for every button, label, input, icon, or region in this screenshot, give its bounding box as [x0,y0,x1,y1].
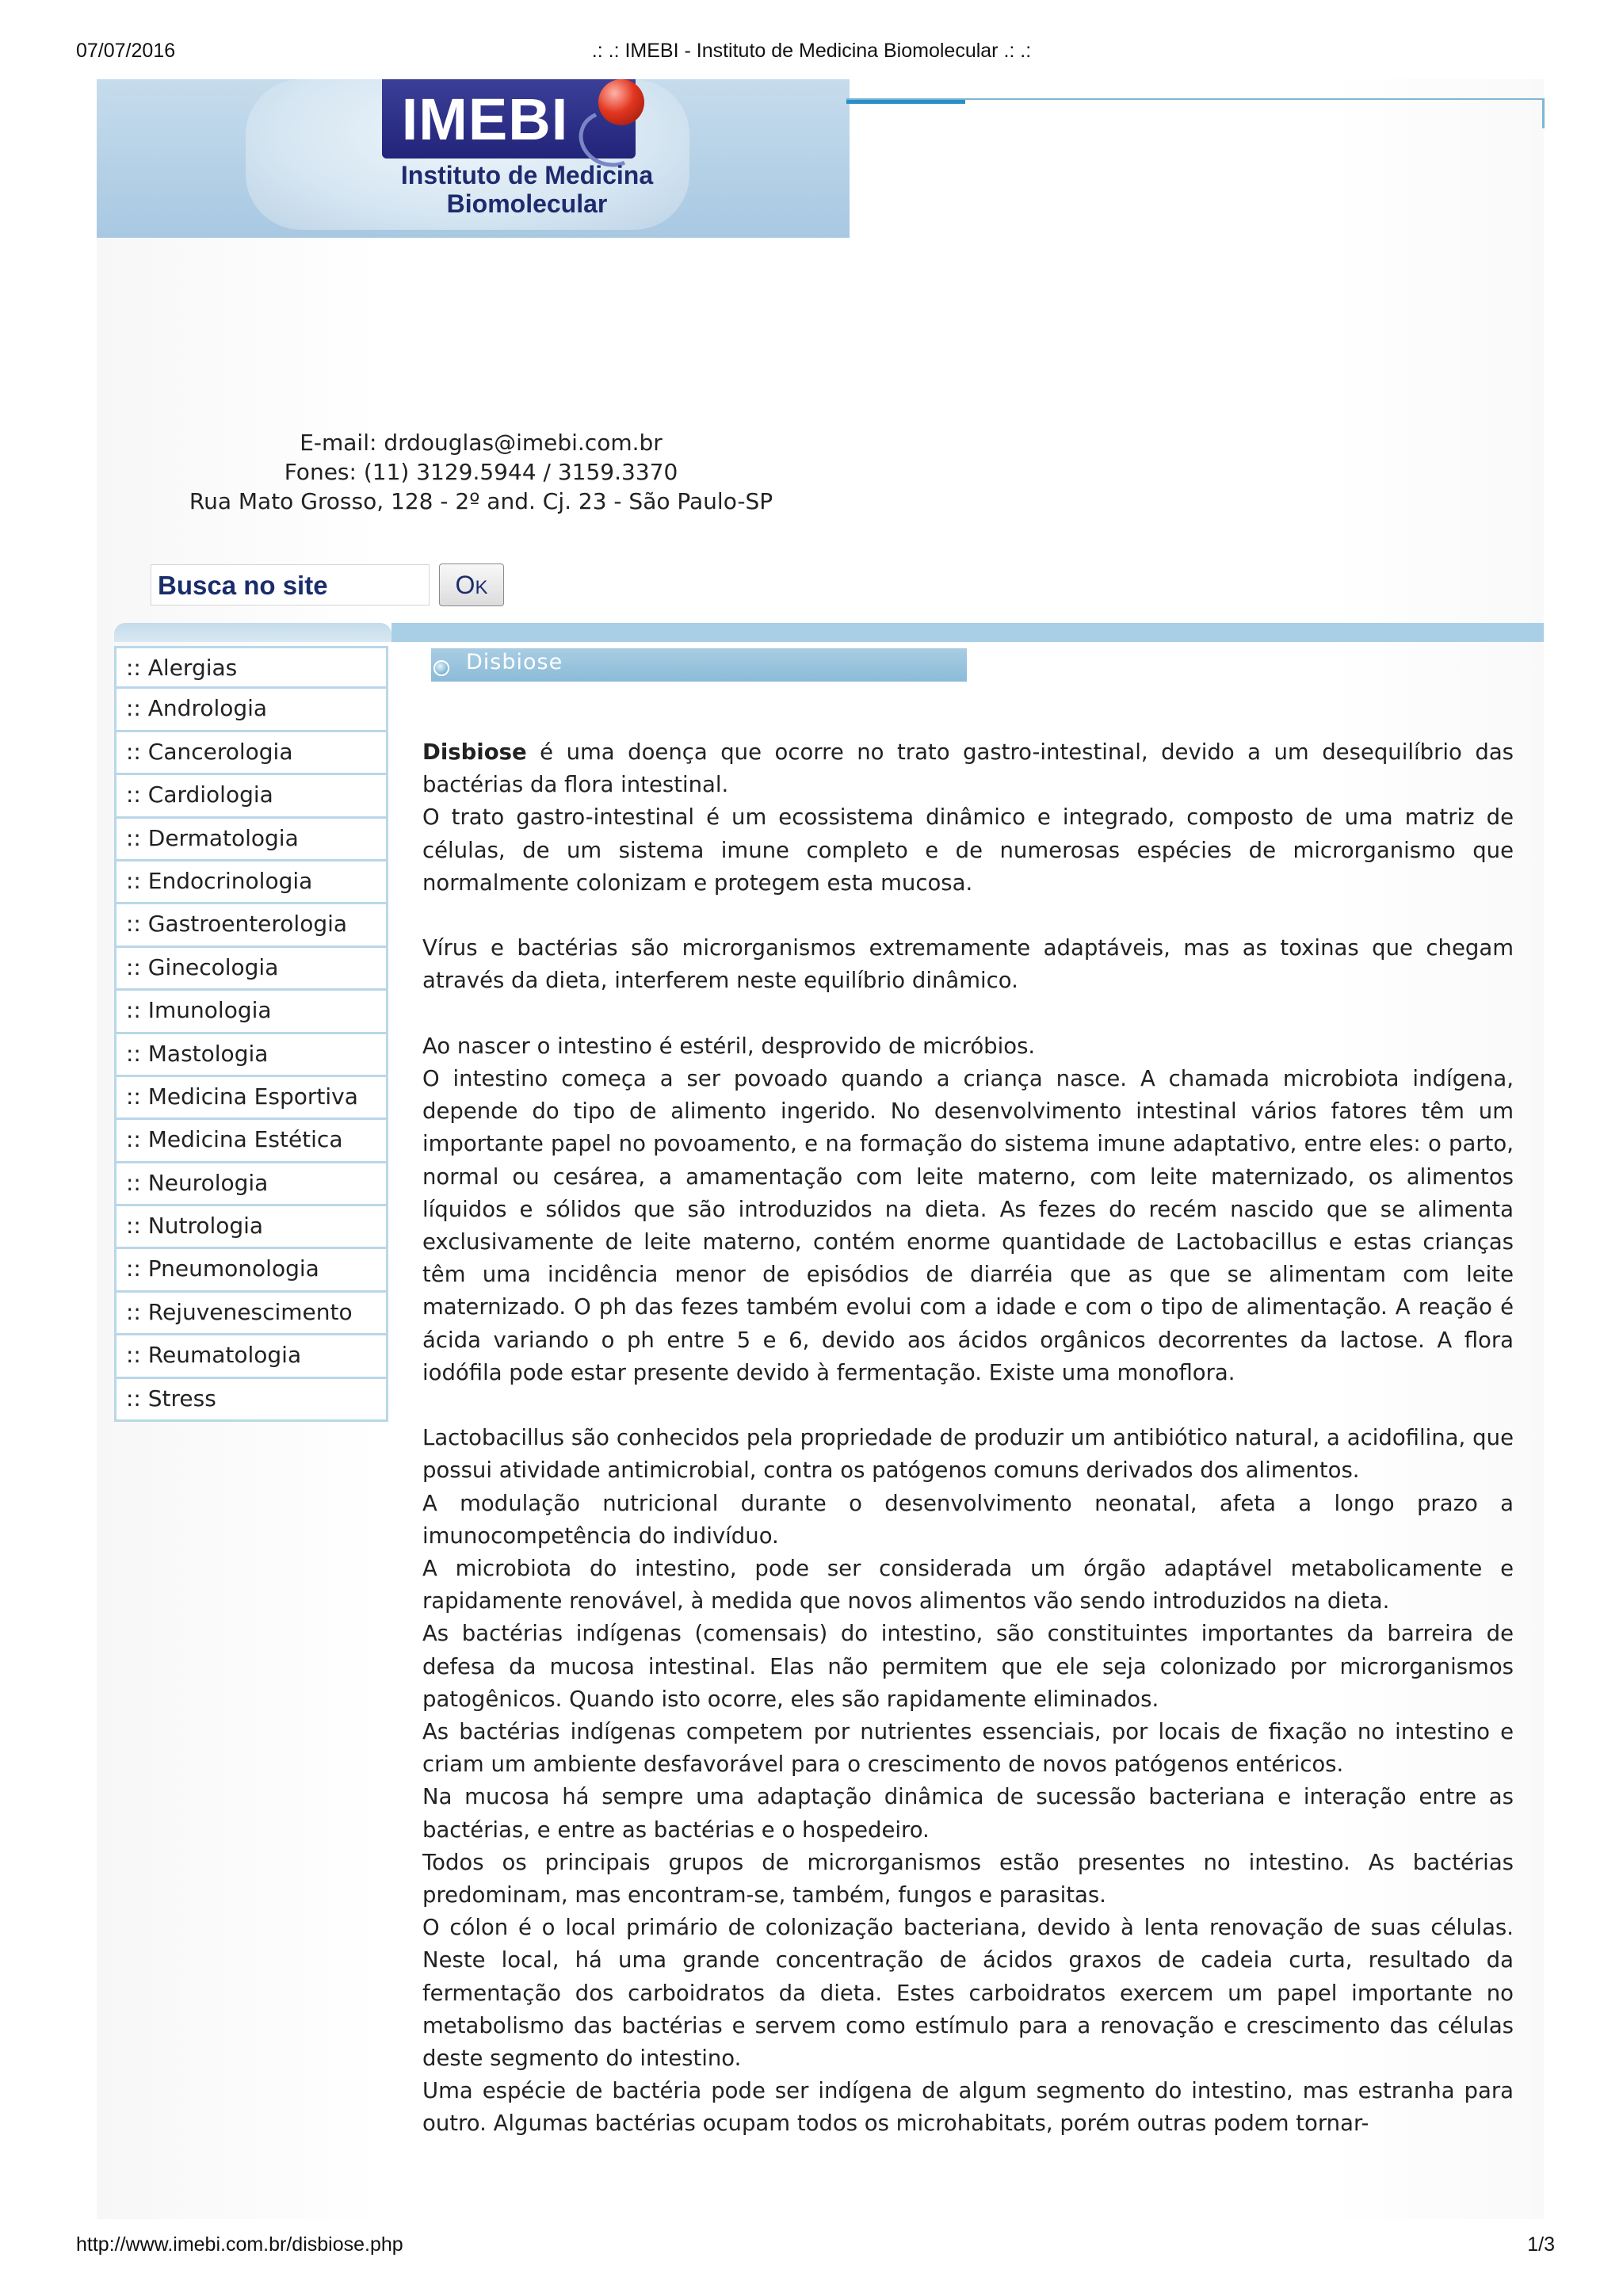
article-paragraph: A modulação nutricional durante o desenvolvimento neonatal, afeta a longo prazo a imunocompetência do indivíduo. [422,1490,1514,1549]
sidebar-item-medicina-estetica[interactable]: :: Medicina Estética [114,1120,388,1163]
print-page-number: 1/3 [1527,2233,1555,2256]
contact-address: Rua Mato Grosso, 128 - 2º and. Cj. 23 - São Paulo-SP [189,488,773,514]
logo-subtitle-line2: Biomolecular [446,189,608,218]
sidebar-item-stress[interactable]: :: Stress [114,1379,388,1422]
sidebar-item-ginecologia[interactable]: :: Ginecologia [114,948,388,991]
article-paragraph: Todos os principais grupos de microrganismos estão presentes no intestino. As bactérias predominam, mas encontram-se, também, fungos e parasitas. [422,1849,1514,1908]
article-paragraph: As bactérias indígenas competem por nutrientes essenciais, por locais de fixação no intestino e criam um ambiente desfavorável para o crescimento de novos patógenos entéricos. [422,1719,1514,1778]
article-paragraph: Ao nascer o intestino é estéril, desprovido de micróbios. [422,1033,1036,1059]
section-title: Disbiose [466,650,563,674]
article-keyword: Disbiose [422,739,527,765]
sidebar-item-alergias[interactable]: :: Alergias [114,646,388,689]
bullet-dot-icon [433,660,449,676]
logo-subtitle [365,161,689,218]
sidebar-item-nutrologia[interactable]: :: Nutrologia [114,1206,388,1249]
sidebar-item-dermatologia[interactable]: :: Dermatologia [114,819,388,861]
article-paragraph: As bactérias indígenas (comensais) do intestino, são constituintes importantes da barreira de defesa da mucosa intestinal. Elas não permitem que ele seja colonizado por microrganismos patogênicos. Quando isto ocorre, eles são rapidamente eliminados. [422,1621,1514,1712]
sidebar-item-endocrinologia[interactable]: :: Endocrinologia [114,861,388,904]
content-top-bar [391,623,1544,642]
print-page-title: .: .: IMEBI - Instituto de Medicina Biomolecular .: .: [591,40,1032,62]
article-paragraph: Vírus e bactérias são microrganismos extremamente adaptáveis, mas as toxinas que chegam através da dieta, interferem neste equilíbrio dinâmico. [422,935,1514,994]
contact-phones: Fones: (11) 3129.5944 / 3159.3370 [284,459,678,485]
print-url[interactable]: http://www.imebi.com.br/disbiose.php [76,2233,403,2256]
article-paragraph: Na mucosa há sempre uma adaptação dinâmica de sucessão bacteriana e interação entre as bactérias, e entre as bactérias e o hospedeiro. [422,1784,1514,1843]
paragraph-gap [422,1389,1514,1422]
contact-email[interactable]: E-mail: drdouglas@imebi.com.br [300,430,663,456]
sidebar-item-gastroenterologia[interactable]: :: Gastroenterologia [114,904,388,947]
header-divider-accent [846,100,965,104]
print-date: 07/07/2016 [76,40,176,62]
ok-label-main: O [455,571,475,599]
logo-word: IMEBI [401,86,569,152]
article-paragraph: O trato gastro-intestinal é um ecossistema dinâmico e integrado, composto de uma matriz de células, de um sistema imune completo e de numerosas espécies de microrganismo que normalmente colonizam e protegem esta mucosa. [422,804,1514,896]
article-paragraph: Lactobacillus são conhecidos pela propriedade de produzir um antibiótico natural, a acidofilina, que possui atividade antimicrobial, contra os patógenos comuns derivados dos alimentos. [422,1425,1514,1484]
sidebar-item-mastologia[interactable]: :: Mastologia [114,1034,388,1077]
article-paragraph: A microbiota do intestino, pode ser considerada um órgão adaptável metabolicamente e rapidamente renovável, à medida que novos alimentos vão sendo introduzidos na dieta. [422,1556,1514,1614]
logo-subtitle-line1: Instituto de Medicina [400,161,654,189]
article-text: é uma doença que ocorre no trato gastro-intestinal, devido a um desequilíbrio das bactérias da flora intestinal. [422,739,1514,798]
article-paragraph: O cólon é o local primário de colonização bacteriana, devido à lenta renovação de suas células. Neste local, há uma grande concentração de ácidos graxos de cadeia curta, resultado da fermentação dos carboidratos da dieta. Estes carboidratos exercem um papel importante no metabolismo das bactérias e servem como estímulo para a renovação e crescimento das células deste segmento do intestino. [422,1915,1514,2072]
sidebar-item-cancerologia[interactable]: :: Cancerologia [114,732,388,775]
print-header [0,40,1623,67]
sidebar-tab-bar [114,623,391,642]
contact-block [97,428,865,516]
article-paragraph [422,736,1514,801]
sidebar-item-cardiologia[interactable]: :: Cardiologia [114,775,388,818]
article-body [422,736,1514,2141]
header-divider-tick [1542,98,1545,128]
logo-ball-icon [598,79,644,125]
sidebar-item-neurologia[interactable]: :: Neurologia [114,1163,388,1206]
sidebar-item-medicina-esportiva[interactable]: :: Medicina Esportiva [114,1077,388,1120]
search-ok-button[interactable] [439,563,504,606]
sidebar-item-andrologia[interactable]: :: Andrologia [114,689,388,732]
print-footer [0,2233,1623,2260]
article-paragraph: Uma espécie de bactéria pode ser indígena de algum segmento do intestino, mas estranha para outro. Algumas bactérias ocupam todos os microhabitats, porém outras podem tornar- [422,2078,1514,2137]
sidebar-item-pneumonologia[interactable]: :: Pneumonologia [114,1249,388,1292]
paragraph-gap [422,900,1514,932]
sidebar-item-reumatologia[interactable]: :: Reumatologia [114,1335,388,1378]
ok-label-small: K [475,577,488,598]
sidebar-item-imunologia[interactable]: :: Imunologia [114,991,388,1033]
search-input[interactable]: Busca no site [151,564,430,606]
paragraph-gap [422,998,1514,1030]
sidebar-nav [114,646,388,1422]
article-paragraph: O intestino começa a ser povoado quando a criança nasce. A chamada microbiota indígena, depende do tipo de alimento ingerido. No desenvolvimento intestinal vários fatores têm um importante papel no povoamento, e na formação do sistema imune adaptativo, entre eles: o parto, normal ou cesárea, a amamentação com leite materno, com leite maternizado, os alimentos líquidos e sólidos que são introduzidos na dieta. As fezes do recém nascido que se alimenta exclusivamente de leite materno, contém enorme quantidade de Lactobacillus e estas crianças têm uma incidência menor de episódios de diarréia que as que se alimentam com leite maternizado. O ph das fezes também evolui com a idade e com o tipo de alimentação. A reação é ácida variando o ph entre 5 e 6, devido aos ácidos orgânicos decorrentes da lactose. A flora iodófila pode estar presente devido à fermentação. Existe uma monoflora. [422,1066,1514,1385]
sidebar-item-rejuvenescimento[interactable]: :: Rejuvenescimento [114,1293,388,1335]
